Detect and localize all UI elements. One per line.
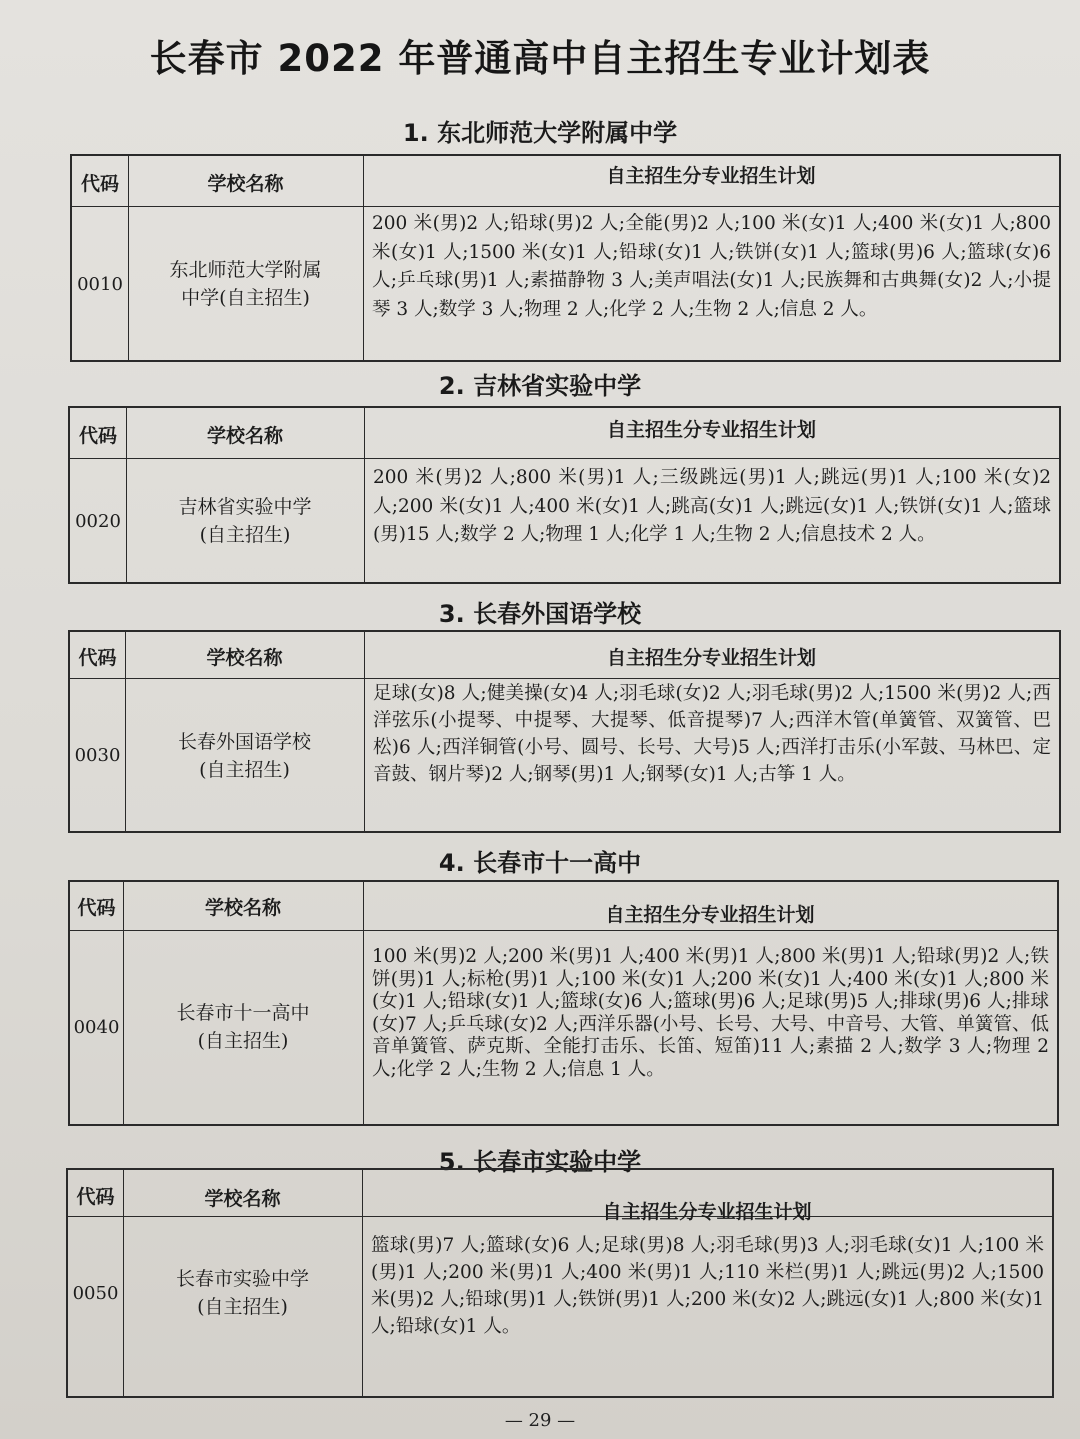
plan-text: 足球(女)8 人;健美操(女)4 人;羽毛球(女)2 人;羽毛球(男)2 人;1500 米(男)2 人;西洋弦乐(小提琴、中提琴、大提琴、低音提琴)7 人;西洋木管(单簧管、双簧管、巴松)6 人;西洋铜管(小号、圆号、长号、大号)5 人;西洋打击乐(小军鼓、马林巴、定音鼓、钢片琴)2 人;钢琴(男)1 人;钢琴(女)1 人;古筝 1 人。 [373, 683, 1051, 785]
section-heading: 4. 长春市十一高中 [438, 849, 642, 877]
school-code: 0010 [77, 273, 123, 295]
plan-table [66, 1168, 1054, 1398]
header-school: 学校名称 [206, 646, 283, 669]
header-code: 代码 [80, 172, 119, 195]
section-heading: 5. 长春市实验中学 [438, 1148, 642, 1176]
header-plan: 自主招生分专业招生计划 [606, 418, 816, 441]
plan-table [68, 880, 1059, 1126]
header-plan: 自主招生分专业招生计划 [605, 903, 815, 926]
header-code: 代码 [78, 646, 117, 669]
section-heading: 1. 东北师范大学附属中学 [402, 119, 678, 147]
plan-table [70, 154, 1061, 362]
plan-text: 100 米(男)2 人;200 米(男)1 人;400 米(男)1 人;800 米(男)1 人;铅球(男)2 人;铁饼(男)1 人;标枪(男)1 人;100 米(女)1 人;200 米(女)1 人;400 米(女)1 人;800 米(女)1 人;铅球(女)1 人;篮球(女)6 人;篮球(男)6 人;足球(男)5 人;排球(男)6 人;排球(女)7 人;乒乓球(女)2 人;西洋乐器(小号、长号、大号、中音号、大管、单簧管、低音单簧管、萨克斯、全能打击乐、长笛、短笛)11 人;素描 2 人;数学 3 人;物理 2 人;化学 2 人;生物 2 人;信息 1 人。 [372, 946, 1049, 1080]
header-school: 学校名称 [207, 172, 284, 195]
plan-text: 200 米(男)2 人;800 米(男)1 人;三级跳远(男)1 人;跳远(男)1 人;100 米(女)2 人;200 米(女)1 人;400 米(女)1 人;跳高(女)1 人;跳远(女)1 人;铁饼(女)1 人;篮球(男)15 人;数学 2 人;物理 1 人;化学 1 人;生物 2 人;信息技术 2 人。 [373, 467, 1051, 545]
plan-table [68, 406, 1061, 584]
header-code: 代码 [78, 424, 117, 447]
school-name: 长春外国语学校 (自主招生) [177, 730, 311, 781]
header-school: 学校名称 [204, 1187, 281, 1210]
school-name: 东北师范大学附属 中学(自主招生) [169, 259, 322, 309]
school-name: 吉林省实验中学 (自主招生) [178, 496, 312, 546]
plan-text: 200 米(男)2 人;铅球(男)2 人;全能(男)2 人;100 米(女)1 人;400 米(女)1 人;800 米(女)1 人;1500 米(女)1 人;铅球(女)1 人;铁饼(女)1 人;篮球(男)6 人;篮球(女)6 人;乒乓球(男)1 人;素描静物 3 人;美声唱法(女)1 人;民族舞和古典舞(女)2 人;小提琴 3 人;数学 3 人;物理 2 人;化学 2 人;生物 2 人;信息 2 人。 [372, 213, 1051, 320]
school-code: 0030 [74, 745, 121, 766]
header-school: 学校名称 [204, 896, 281, 919]
plan-text: 篮球(男)7 人;篮球(女)6 人;足球(男)8 人;羽毛球(男)3 人;羽毛球(女)1 人;100 米(男)1 人;200 米(男)1 人;400 米(男)1 人;110 米栏(男)1 人;跳远(男)2 人;1500 米(男)2 人;铅球(男)1 人;铁饼(男)1 人;200 米(女)2 人;跳远(女)1 人;800 米(女)1 人;铅球(女)1 人。 [371, 1235, 1044, 1337]
header-plan: 自主招生分专业招生计划 [606, 164, 816, 187]
school-name: 长春市十一高中 (自主招生) [176, 1002, 310, 1052]
header-school: 学校名称 [206, 424, 283, 447]
school-code: 0040 [73, 1016, 120, 1038]
header-plan: 自主招生分专业招生计划 [602, 1200, 812, 1223]
school-code: 0050 [72, 1282, 119, 1304]
school-code: 0020 [75, 510, 121, 532]
plan-table [68, 630, 1061, 833]
section-heading: 3. 长春外国语学校 [438, 600, 642, 628]
school-name: 长春市实验中学 (自主招生) [175, 1268, 309, 1318]
header-code: 代码 [76, 1185, 115, 1208]
header-plan: 自主招生分专业招生计划 [606, 646, 816, 669]
section-heading: 2. 吉林省实验中学 [438, 372, 642, 400]
page-title: 长春市 2022 年普通高中自主招生专业计划表 [149, 37, 931, 80]
page-number: — 29 — [504, 1410, 576, 1431]
header-code: 代码 [77, 896, 116, 919]
